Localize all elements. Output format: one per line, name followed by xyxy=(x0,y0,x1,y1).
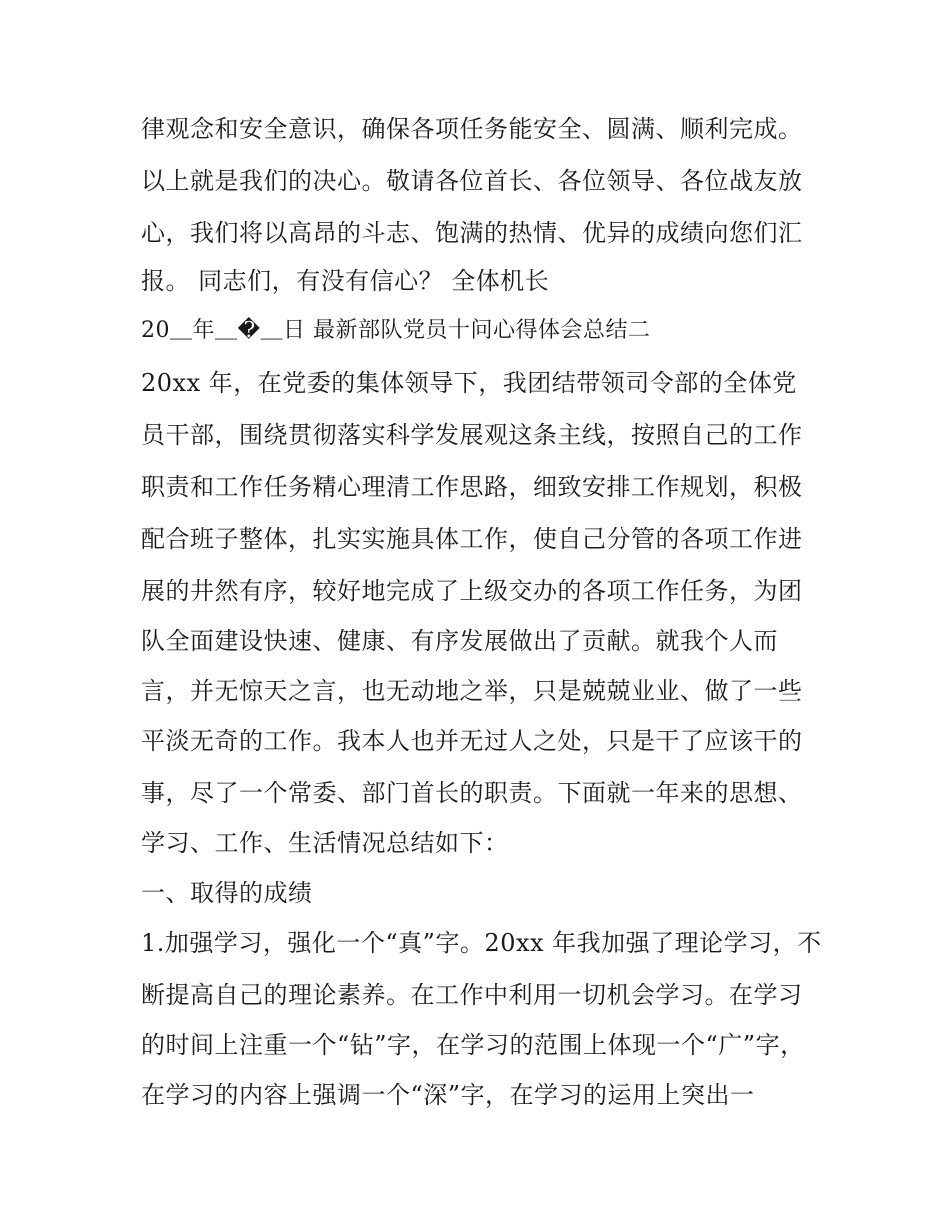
text-line: 职责和工作任务精心理清工作思路，细致安排工作规划，积极 xyxy=(141,473,803,501)
text-line: 以上就是我们的决心。敬请各位首长、各位领导、各位战友放 xyxy=(141,167,803,195)
text-line: 心，我们将以高昂的斗志、饱满的热情、优异的成绩向您们汇 xyxy=(141,219,803,247)
text-line: 事，尽了一个常委、部门首长的职责。下面就一年来的思想、 xyxy=(141,779,803,807)
text-line: 律观念和安全意识，确保各项任务能安全、圆满、顺利完成。 xyxy=(141,115,803,143)
text-line: 的时间上注重一个“钻”字，在学习的范围上体现一个“广”字， xyxy=(141,1031,805,1059)
section-title: 20＿年＿�＿日 最新部队党员十问心得体会总结二 xyxy=(141,318,651,343)
text-line: 报。 同志们，有没有信心？ 全体机长 xyxy=(141,267,550,295)
text-line: 展的井然有序，较好地完成了上级交办的各项工作任务，为团 xyxy=(141,577,803,605)
text-line: 配合班子整体，扎实实施具体工作，使自己分管的各项工作进 xyxy=(141,525,803,553)
text-line: 队全面建设快速、健康、有序发展做出了贡献。就我个人而 xyxy=(141,627,778,655)
text-line: 学习、工作、生活情况总结如下： xyxy=(141,829,509,857)
text-line: 平淡无奇的工作。我本人也并无过人之处，只是干了应该干的 xyxy=(141,727,803,755)
text-line: 员干部，围绕贯彻落实科学发展观这条主线，按照自己的工作 xyxy=(141,421,803,449)
text-line: 20xx 年，在党委的集体领导下，我团结带领司令部的全体党 xyxy=(141,369,797,397)
text-line: 1.加强学习，强化一个“真”字。20xx 年我加强了理论学习，不 xyxy=(141,929,822,957)
text-line: 在学习的内容上强调一个“深”字，在学习的运用上突出一 xyxy=(141,1081,755,1109)
text-line: 言，并无惊天之言，也无动地之举，只是兢兢业业、做了一些 xyxy=(141,677,803,705)
text-line: 断提高自己的理论素养。在工作中利用一切机会学习。在学习 xyxy=(141,981,803,1009)
subheading: 一、取得的成绩 xyxy=(141,879,313,907)
